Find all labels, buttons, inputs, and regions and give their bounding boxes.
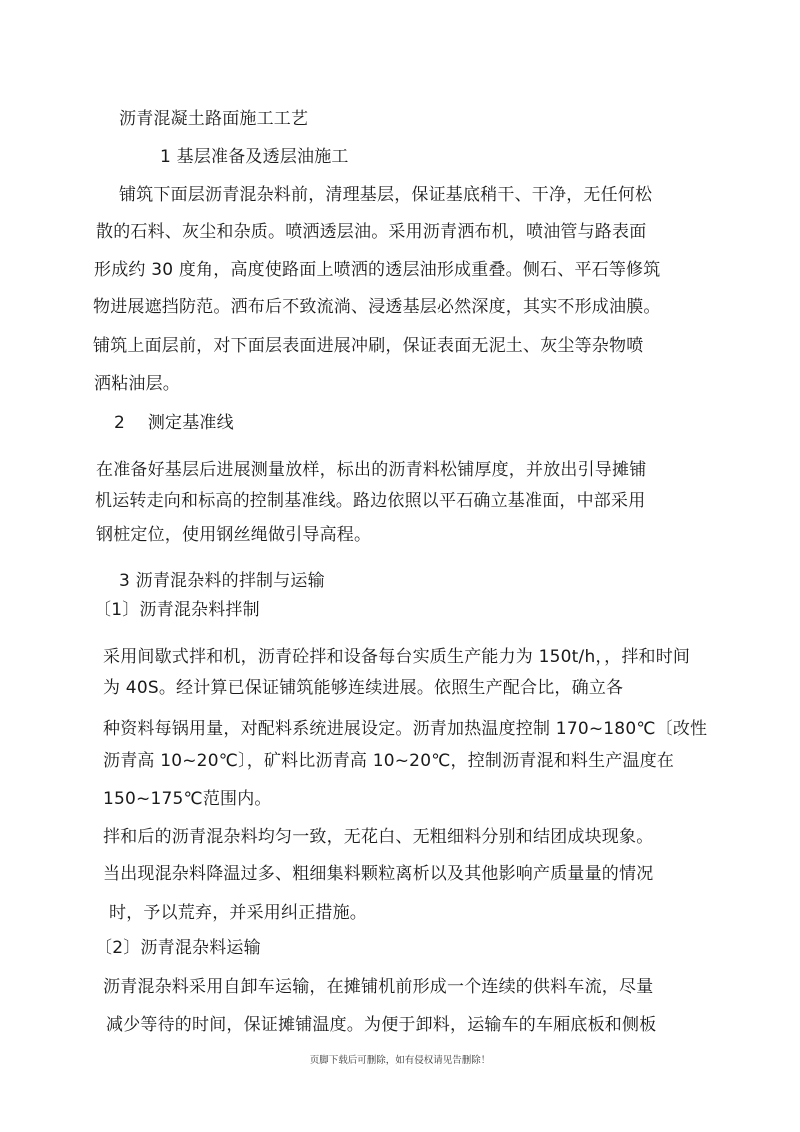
paragraph-line: 铺筑下面层沥青混杂料前，清理基层，保证基底稍干、干净，无任何松 — [119, 185, 653, 205]
page-footer: 页脚下载后可删除，如有侵权请见告删除！ — [309, 1055, 491, 1066]
subsection-2-heading: 〔2〕沥青混杂料运输 — [95, 938, 261, 958]
paragraph-line: 150~175℃范围内。 — [103, 789, 272, 809]
paragraph-line: 采用间歇式拌和机，沥青砼拌和设备每台实质生产能力为 150t/h，，拌和时间 — [103, 647, 691, 667]
paragraph-line: 铺筑上面层前，对下面层表面进展冲刷，保证表面无泥土、灰尘等杂物喷 — [93, 336, 644, 356]
subsection-1-heading: 〔1〕沥青混杂料拌制 — [94, 600, 260, 620]
paragraph-line: 种资料每锅用量，对配料系统进展设定。沥青加热温度控制 170~180℃〔改性 — [103, 719, 708, 739]
paragraph-line: 散的石料、灰尘和杂质。喷洒透层油。采用沥青洒布机，喷油管与路表面 — [96, 222, 647, 242]
paragraph-line: 洒粘油层。 — [94, 374, 180, 394]
paragraph-line: 机运转走向和标高的控制基准线。路边依照以平石确立基准面，中部采用 — [95, 491, 646, 511]
section-3-heading: 3 沥青混杂料的拌制与运输 — [119, 571, 325, 591]
paragraph-line: 时，予以荒弃，并采用纠正措施。 — [109, 903, 367, 923]
paragraph-line: 沥青高 10~20℃〕，矿料比沥青高 10~20℃，控制沥青混和料生产温度在 — [103, 751, 675, 771]
paragraph-line: 沥青混杂料采用自卸车运输，在摊铺机前形成一个连续的供料车流，尽量 — [103, 977, 654, 997]
paragraph-line: 当出现混杂料降温过多、粗细集料颗粒离析以及其他影响产质量量的情况 — [103, 864, 654, 884]
paragraph-line: 拌和后的沥青混杂料均匀一致，无花白、无粗细料分别和结团成块现象。 — [103, 827, 654, 847]
paragraph-line: 减少等待的时间，保证摊铺温度。为便于卸料，运输车的车厢底板和侧板 — [106, 1015, 657, 1035]
document-title: 沥青混凝土路面施工工艺 — [119, 109, 309, 129]
section-1-heading: 1 基层准备及透层油施工 — [160, 147, 349, 167]
paragraph-line: 钢桩定位，使用钢丝绳做引导高程。 — [96, 525, 372, 545]
paragraph-line: 物进展遮挡防范。洒布后不致流淌、浸透基层必然深度，其实不形成油膜。 — [93, 297, 661, 317]
section-2-heading: 2 测定基准线 — [114, 413, 234, 433]
paragraph-line: 为 40S。经计算已保证铺筑能够连续进展。依照生产配合比，确立各 — [103, 678, 624, 698]
paragraph-line: 在准备好基层后进展测量放样，标出的沥青料松铺厚度，并放出引导摊铺 — [96, 460, 647, 480]
paragraph-line: 形成约 30 度角，高度使路面上喷洒的透层油形成重叠。侧石、平石等修筑 — [94, 260, 661, 280]
